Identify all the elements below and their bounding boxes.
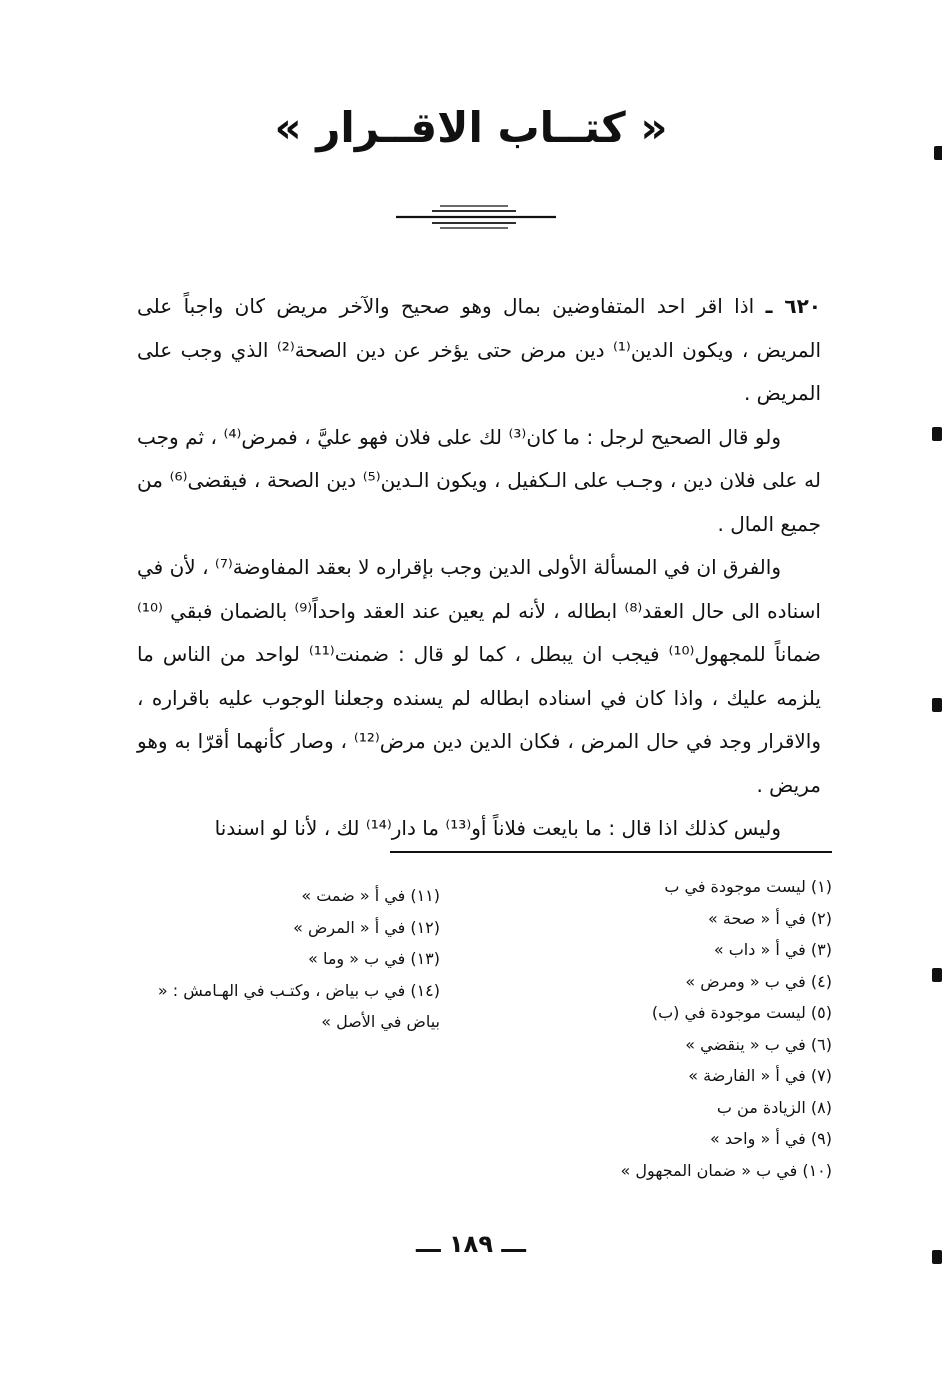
footnotes-right-column (560, 871, 832, 1186)
footnote: (١٣) في ب « وما » (308, 949, 440, 968)
paragraph-text: وليس كذلك اذا قال : ما بايعت فلاناً أو⁽¹³⁾ ما دار⁽¹⁴⁾ لك ، لأنا لو اسندنا (214, 816, 781, 840)
page-number: ـــ ١٨٩ ـــ (416, 1230, 526, 1258)
footnote: (٩) في أ « واحد » (710, 1129, 832, 1148)
paragraph-number: ٦٢٠ ـ (765, 294, 821, 318)
paragraph-620 (137, 285, 821, 416)
footnote: (٨) الزيادة من ب (716, 1097, 832, 1117)
footnote: (٣) في أ « داب » (713, 940, 832, 959)
footnote: (١٠) في ب « ضمان المجهول » (620, 1160, 832, 1180)
footnote: (١٢) في أ « المرض » (293, 917, 440, 937)
paragraph (137, 807, 821, 851)
footnote: (١) ليست موجودة في ب (664, 877, 832, 896)
scan-edge-mark (932, 698, 942, 712)
footnote: (١٤) في ب بياض ، وكتـب في الهـامش : « بياض في الأصل » (157, 980, 440, 1031)
title-ornament-divider (396, 204, 556, 230)
scan-edge-mark (932, 1250, 942, 1264)
footnote: (٦) في ب « ينقضي » (685, 1034, 832, 1054)
paragraph (137, 416, 821, 547)
scan-edge-mark (932, 968, 942, 982)
footnote: (٢) في أ « صحة » (707, 908, 832, 928)
chapter-title: « كتــاب الاقــرار » (274, 103, 668, 152)
paragraph-text: ولو قال الصحيح لرجل : ما كان⁽³⁾ لك على فلان فهو عليَّ ، فمرض⁽⁴⁾ ، ثم وجب له على فلان دين ، وجـب على الـكفيل ، ويكون الـدين⁽⁵⁾ دين الصحة ، فيقضى⁽⁶⁾ من جميع المال . (137, 424, 821, 536)
paragraph-text: اذا اقر احد المتفاوضين بمال وهو صحيح والآخر مريض كان واجباً على المريض ، ويكون الدين⁽¹⁾ دين مرض حتى يؤخر عن دين الصحة⁽²⁾ الذي وجب على المريض . (137, 294, 821, 405)
paragraph-text: والفرق ان في المسألة الأولى الدين وجب بإقراره لا بعقد المفاوضة⁽⁷⁾ ، لأن في اسناده الى حال العقد⁽⁸⁾ ابطاله ، لأنه لم يعين عند العقد واحداً⁽⁹⁾ بالضمان فبقي ⁽¹⁰⁾ضماناً للمجهول⁽¹⁰⁾ فيجب ان يبطل ، كما لو قال : ضمنت⁽¹¹⁾ لواحد من الناس ما يلزمه عليك ، واذا كان في اسناده ابطاله لم يسنده وجعلنا الوجوب عليه باقراره ، والاقرار وجد في حال المرض ، فكان الدين دين مرض⁽¹²⁾ ، وصار كأنهما أقرّا به وهو مريض . (137, 555, 822, 797)
footnote: (٤) في ب « ومرض » (685, 971, 832, 991)
scan-edge-mark (932, 427, 942, 441)
footnotes-left-column (125, 880, 440, 1038)
footnote: (٥) ليست موجودة في (ب) (651, 1003, 832, 1022)
paragraph (137, 546, 821, 807)
footnote: (١١) في أ « ضمت » (301, 886, 440, 905)
scan-edge-mark (934, 146, 942, 160)
main-text (137, 285, 821, 851)
footnote: (٧) في أ « الفارضة » (688, 1066, 832, 1085)
footnote-separator (390, 851, 832, 853)
